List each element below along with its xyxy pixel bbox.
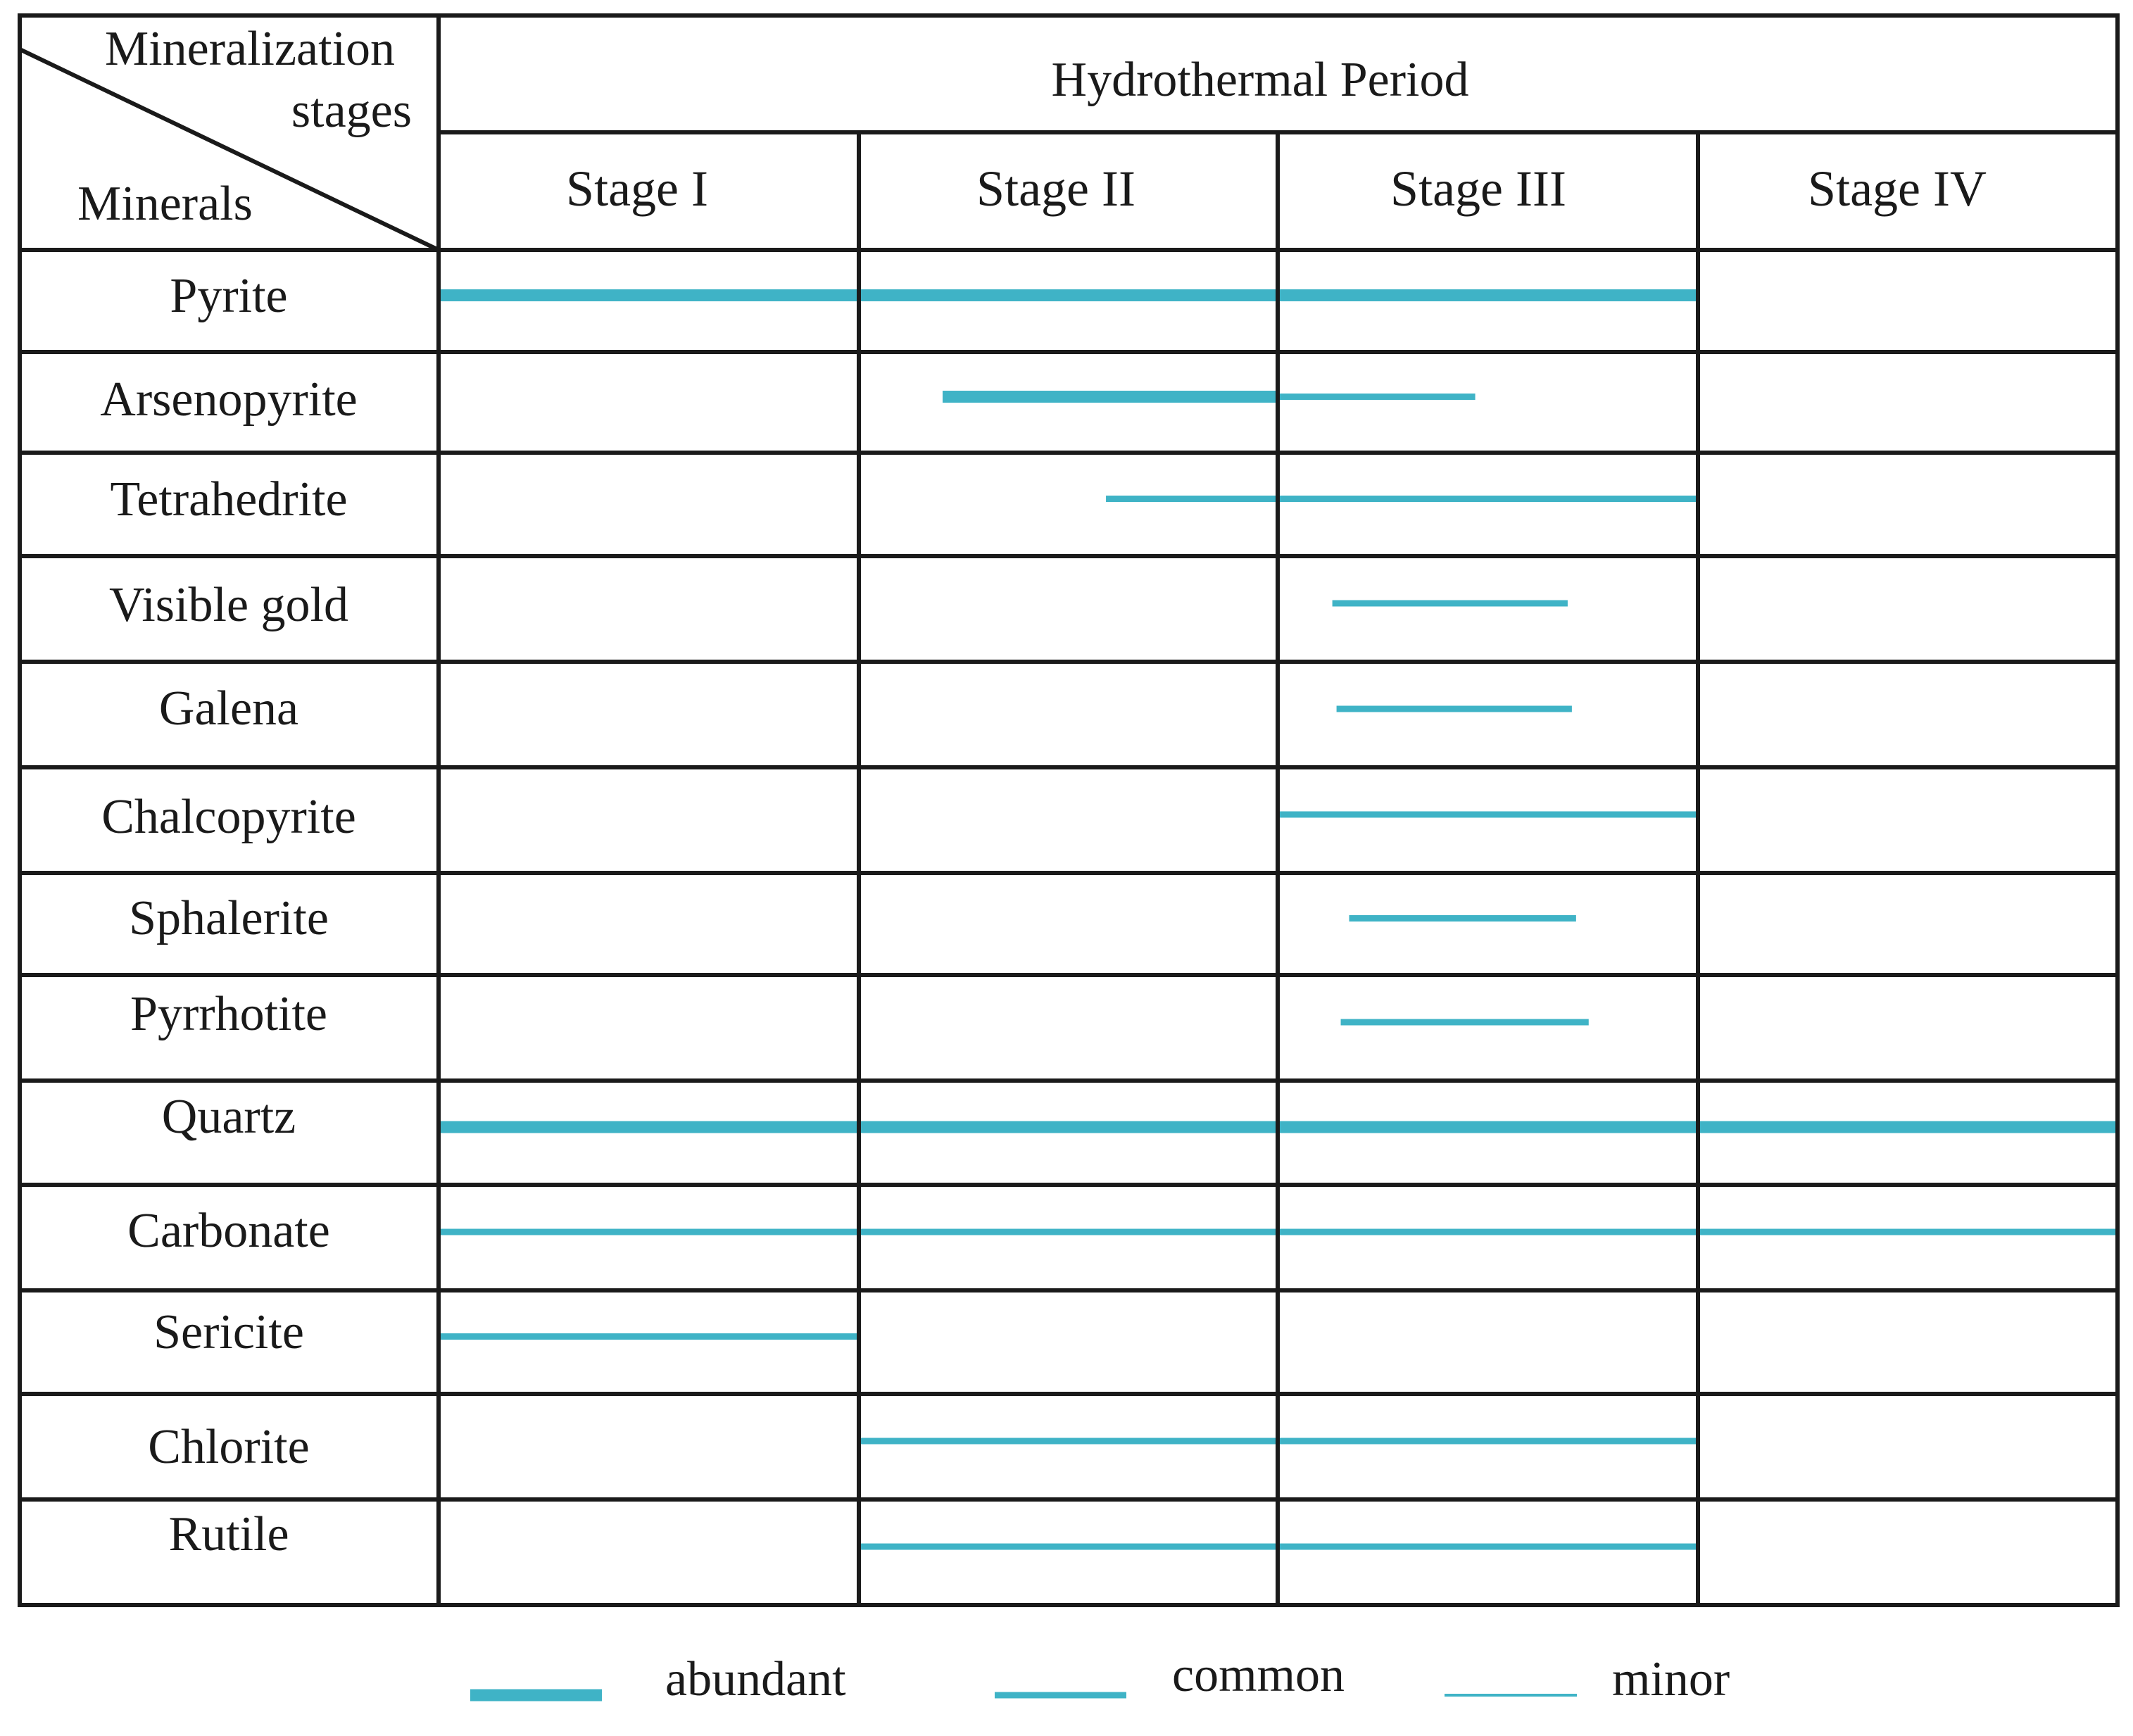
mineral-label: Quartz [161,1090,296,1144]
mineral-label: Galena [158,681,299,736]
corner-minerals-label: Minerals [77,177,253,231]
legend-label: minor [1612,1652,1730,1706]
mineral-label: Sericite [153,1305,304,1359]
mineral-label: Tetrahedrite [110,472,348,527]
legend-label: abundant [665,1652,846,1706]
mineral-label: Chalcopyrite [101,790,356,844]
period-header: Hydrothermal Period [1051,53,1469,107]
mineral-label: Pyrrhotite [130,987,327,1041]
stage-header: Stage I [566,161,708,217]
stage-header: Stage II [976,161,1135,217]
legend-label: common [1172,1648,1345,1702]
stage-header: Stage IV [1808,161,1987,217]
mineral-label: Pyrite [170,269,288,323]
mineral-label: Sphalerite [129,891,329,945]
stage-header: Stage III [1390,161,1566,217]
corner-stages-label-line2: stages [291,84,412,138]
corner-stages-label-line1: Mineralization [104,22,396,76]
mineral-label: Chlorite [148,1420,310,1474]
mineral-label: Carbonate [127,1204,330,1258]
mineral-label: Rutile [168,1507,289,1561]
mineral-label: Visible gold [109,578,348,632]
mineral-label: Arsenopyrite [100,372,358,427]
